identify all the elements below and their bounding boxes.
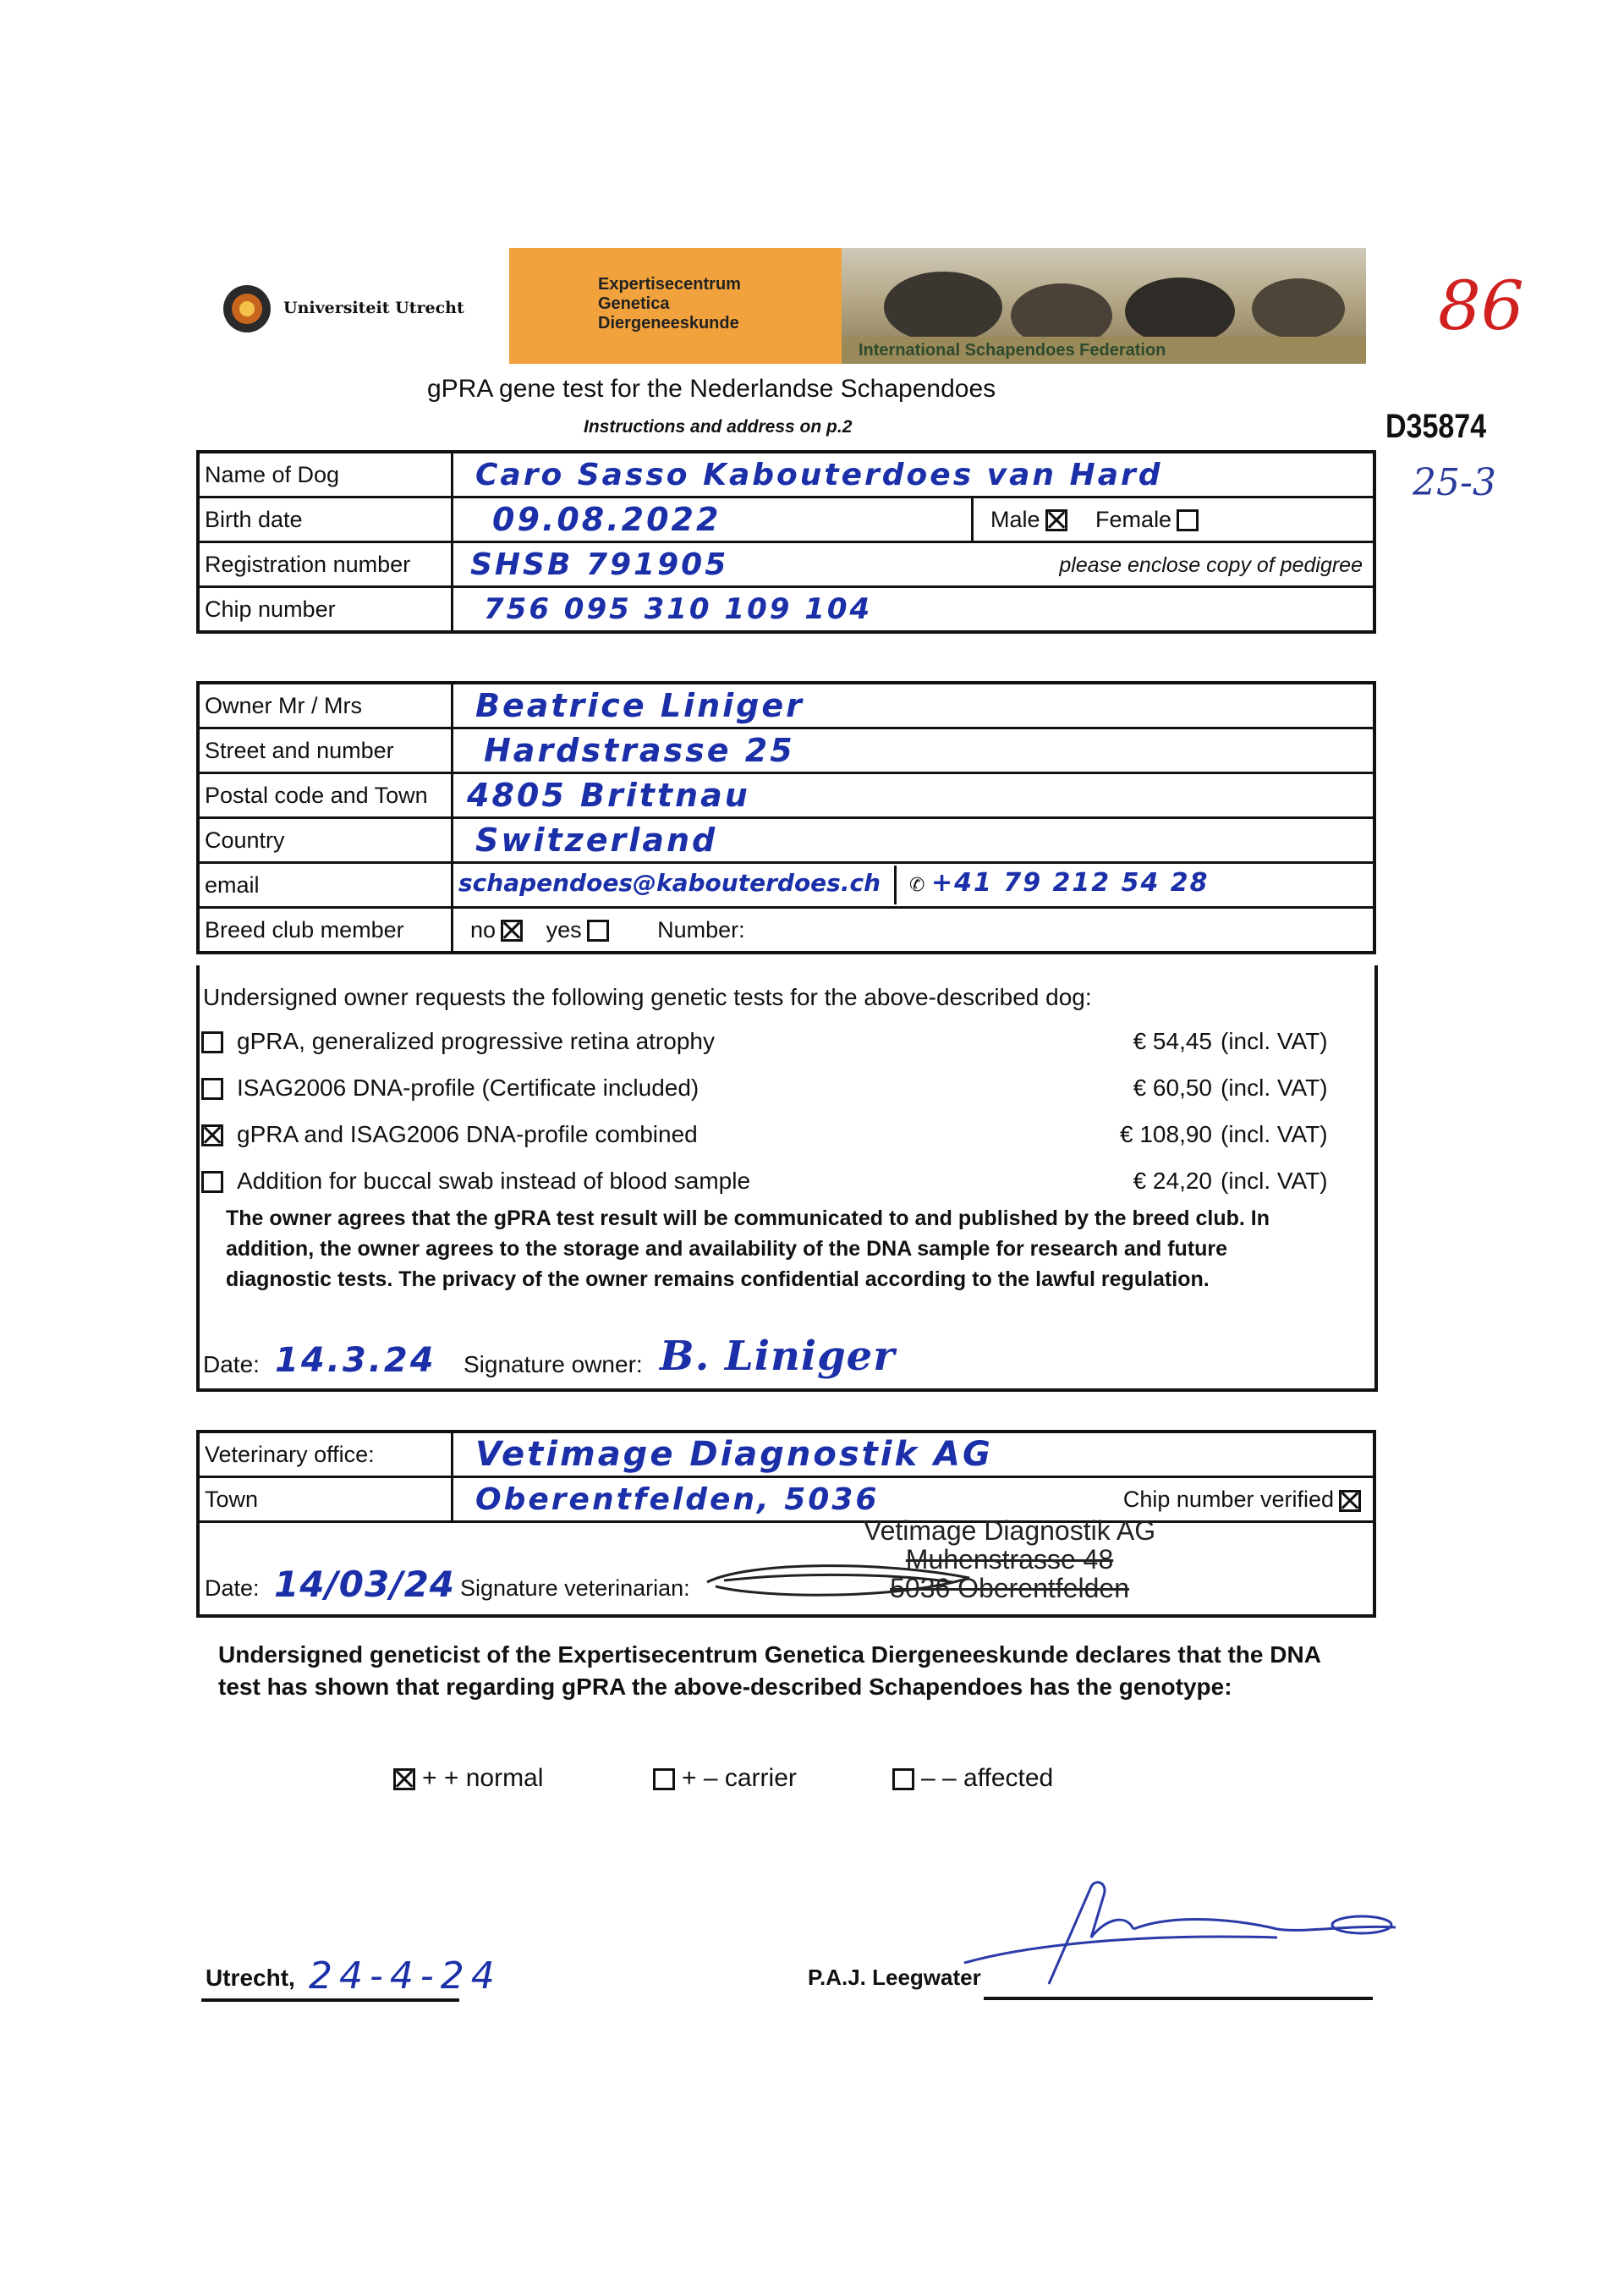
dog-details-table bbox=[196, 450, 1376, 634]
owner-details-table bbox=[196, 681, 1376, 954]
street-value[interactable] bbox=[453, 728, 1375, 773]
isag-price: € 60,50 bbox=[1133, 1075, 1212, 1101]
chip-row bbox=[198, 587, 1374, 633]
chip-verified-field bbox=[1123, 1487, 1366, 1513]
owner-text: Beatrice Liniger bbox=[475, 687, 804, 724]
swab-vat: (incl. VAT) bbox=[1221, 1168, 1328, 1194]
club-number-label: Number: bbox=[657, 916, 745, 943]
center-name-line1: Expertisecentrum bbox=[598, 275, 741, 294]
street-text: Hardstrasse 25 bbox=[484, 732, 795, 769]
geneticist-declaration: Undersigned geneticist of the Expertisecentrum Genetica Diergeneeskunde declares that the DNA test has shown that regarding gPRA the above-described Schapendoes has the genotype: bbox=[218, 1641, 1320, 1700]
owner-date-label: Date: bbox=[203, 1351, 260, 1377]
combined-desc: gPRA and ISAG2006 DNA-profile combined bbox=[237, 1121, 698, 1147]
utrecht-label: Utrecht, bbox=[206, 1965, 295, 1991]
consent-text: The owner agrees that the gPRA test result will be communicated to and published by the breed club. In addition, the owner agrees to the storage and availability of the DNA sample for research and future diagnostic tests. The privacy of the owner remains confidential according to the lawful regulation. bbox=[226, 1206, 1270, 1291]
owner-date-value[interactable]: 14.3.24 bbox=[275, 1341, 436, 1380]
owner-value[interactable] bbox=[453, 683, 1375, 728]
dog-name-label: Name of Dog bbox=[198, 452, 453, 497]
vet-town-label: Town bbox=[198, 1477, 453, 1522]
geneticist-signature-line bbox=[984, 1997, 1373, 2000]
birth-date-text: 09.08.2022 bbox=[492, 501, 721, 538]
country-value[interactable] bbox=[453, 818, 1375, 863]
email-text: schapendoes@kabouterdoes.ch bbox=[458, 869, 881, 898]
university-name: Universiteit Utrecht bbox=[283, 299, 464, 317]
phone-icon: ✆ bbox=[909, 874, 925, 896]
country-row bbox=[198, 818, 1374, 863]
postal-row bbox=[198, 773, 1374, 818]
normal-checkbox[interactable] bbox=[393, 1768, 415, 1790]
club-label: Breed club member bbox=[198, 908, 453, 954]
handwritten-code: 25-3 bbox=[1413, 461, 1496, 504]
swab-checkbox[interactable] bbox=[201, 1171, 223, 1193]
vet-stamp-line2: Muhenstrasse 48 bbox=[905, 1544, 1114, 1575]
vet-stamp bbox=[864, 1516, 1155, 1602]
carrier-checkbox[interactable] bbox=[653, 1768, 675, 1790]
vet-stamp-line1: Vetimage Diagnostik AG bbox=[864, 1515, 1156, 1546]
chip-value[interactable] bbox=[453, 587, 1375, 633]
gpra-vat: (incl. VAT) bbox=[1221, 1028, 1328, 1054]
vet-date-value: 14/03/24 bbox=[274, 1564, 456, 1605]
utrecht-date-line bbox=[201, 1998, 459, 2002]
dog-name-row bbox=[198, 452, 1374, 497]
affected-checkbox[interactable] bbox=[892, 1768, 914, 1790]
document-title: gPRA gene test for the Nederlandse Schapendoes bbox=[427, 375, 996, 403]
vet-stamp-line3: 5036 Oberentfelden bbox=[890, 1573, 1129, 1603]
registration-value[interactable] bbox=[453, 542, 1375, 587]
vet-town-row bbox=[198, 1477, 1374, 1522]
vet-office-text: Vetimage Diagnostik AG bbox=[475, 1435, 993, 1474]
chip-verified-checkbox[interactable] bbox=[1339, 1490, 1361, 1512]
genotype-carrier bbox=[653, 1764, 797, 1793]
vet-office-value[interactable] bbox=[453, 1432, 1375, 1477]
female-checkbox[interactable] bbox=[1177, 509, 1199, 531]
birth-date-label: Birth date bbox=[198, 497, 453, 542]
male-checkbox[interactable] bbox=[1045, 509, 1067, 531]
carrier-label: + – carrier bbox=[682, 1764, 797, 1792]
female-label: Female bbox=[1095, 506, 1172, 532]
club-value bbox=[453, 908, 1375, 954]
university-logo bbox=[222, 283, 272, 334]
test-option-gpra bbox=[201, 1020, 1335, 1064]
geneticist-name: P.A.J. Leegwater bbox=[808, 1965, 981, 1990]
vet-details-table bbox=[196, 1430, 1376, 1618]
country-label: Country bbox=[198, 818, 453, 863]
dogs-photo bbox=[842, 248, 1366, 364]
street-label: Street and number bbox=[198, 728, 453, 773]
center-banner bbox=[509, 248, 842, 364]
center-name-line3: Diergeneeskunde bbox=[598, 314, 739, 333]
phone-text: +41 79 212 54 28 bbox=[931, 868, 1210, 899]
instructions-note: Instructions and address on p.2 bbox=[584, 417, 853, 437]
street-row bbox=[198, 728, 1374, 773]
combined-price: € 108,90 bbox=[1120, 1121, 1212, 1147]
email-label: email bbox=[198, 863, 453, 908]
genotype-affected bbox=[892, 1764, 1053, 1793]
dog-name-value[interactable] bbox=[453, 452, 1375, 497]
vet-date-label: Date: bbox=[205, 1575, 260, 1601]
email-row bbox=[198, 863, 1374, 908]
club-yes-label: yes bbox=[546, 916, 582, 943]
gpra-checkbox[interactable] bbox=[201, 1031, 223, 1053]
test-option-isag bbox=[201, 1066, 1335, 1110]
club-yes-checkbox[interactable] bbox=[587, 920, 609, 942]
vet-sign-cell bbox=[198, 1515, 1374, 1617]
birth-date-value[interactable] bbox=[453, 497, 973, 542]
swab-price: € 24,20 bbox=[1133, 1168, 1212, 1194]
test-option-combined bbox=[201, 1113, 1335, 1157]
registration-row bbox=[198, 542, 1374, 587]
vet-sign-row bbox=[198, 1522, 1374, 1617]
chip-verified-label: Chip number verified bbox=[1122, 1487, 1334, 1512]
gpra-price: € 54,45 bbox=[1133, 1028, 1212, 1054]
birth-date-row bbox=[198, 497, 1374, 542]
tests-intro: Undersigned owner requests the following genetic tests for the above-described dog: bbox=[203, 984, 1092, 1010]
chip-text: 756 095 310 109 104 bbox=[484, 592, 873, 626]
handwritten-number: 86 bbox=[1438, 267, 1524, 345]
test-option-swab bbox=[201, 1159, 1335, 1203]
country-text: Switzerland bbox=[475, 822, 718, 859]
chip-label: Chip number bbox=[198, 587, 453, 633]
vet-signature-label: Signature veterinarian: bbox=[460, 1575, 690, 1601]
club-no-label: no bbox=[470, 916, 497, 943]
stamp-code: D35874 bbox=[1385, 408, 1487, 445]
center-name-line2: Genetica bbox=[598, 294, 670, 313]
combined-checkbox[interactable] bbox=[201, 1124, 223, 1146]
owner-label: Owner Mr / Mrs bbox=[198, 683, 453, 728]
postal-text: 4805 Brittnau bbox=[467, 777, 750, 814]
genotype-normal bbox=[393, 1764, 543, 1793]
university-seal-icon bbox=[222, 283, 272, 334]
isag-desc: ISAG2006 DNA-profile (Certificate included) bbox=[237, 1075, 700, 1101]
gpra-desc: gPRA, generalized progressive retina atrophy bbox=[237, 1028, 715, 1054]
registration-text: SHSB 791905 bbox=[470, 547, 729, 582]
registration-label: Registration number bbox=[198, 542, 453, 587]
male-label: Male bbox=[990, 506, 1040, 532]
swab-desc: Addition for buccal swab instead of blood sample bbox=[237, 1168, 751, 1194]
vet-town-text: Oberentfelden, 5036 bbox=[475, 1481, 880, 1517]
affected-label: – – affected bbox=[921, 1764, 1054, 1792]
isag-checkbox[interactable] bbox=[201, 1078, 223, 1100]
dog-name-text: Caro Sasso Kabouterdoes van Hard bbox=[475, 457, 1163, 492]
owner-signature[interactable]: B. Liniger bbox=[660, 1333, 896, 1380]
geneticist-signature-icon bbox=[922, 1861, 1429, 1997]
postal-value[interactable] bbox=[453, 773, 1375, 818]
vet-office-label: Veterinary office: bbox=[198, 1432, 453, 1477]
isag-vat: (incl. VAT) bbox=[1221, 1075, 1328, 1101]
sex-field bbox=[973, 497, 1375, 542]
vet-office-row bbox=[198, 1432, 1374, 1477]
banner-caption: International Schapendoes Federation bbox=[859, 341, 1166, 360]
pedigree-note: please enclose copy of pedigree bbox=[1059, 553, 1363, 577]
combined-vat: (incl. VAT) bbox=[1221, 1121, 1328, 1147]
club-row bbox=[198, 908, 1374, 954]
email-value[interactable] bbox=[453, 863, 1375, 908]
owner-row bbox=[198, 683, 1374, 728]
club-no-checkbox[interactable] bbox=[501, 920, 523, 942]
owner-signature-label: Signature owner: bbox=[464, 1351, 643, 1377]
normal-label: + + normal bbox=[422, 1764, 544, 1792]
utrecht-date[interactable]: 24-4-24 bbox=[309, 1954, 502, 1998]
postal-label: Postal code and Town bbox=[198, 773, 453, 818]
